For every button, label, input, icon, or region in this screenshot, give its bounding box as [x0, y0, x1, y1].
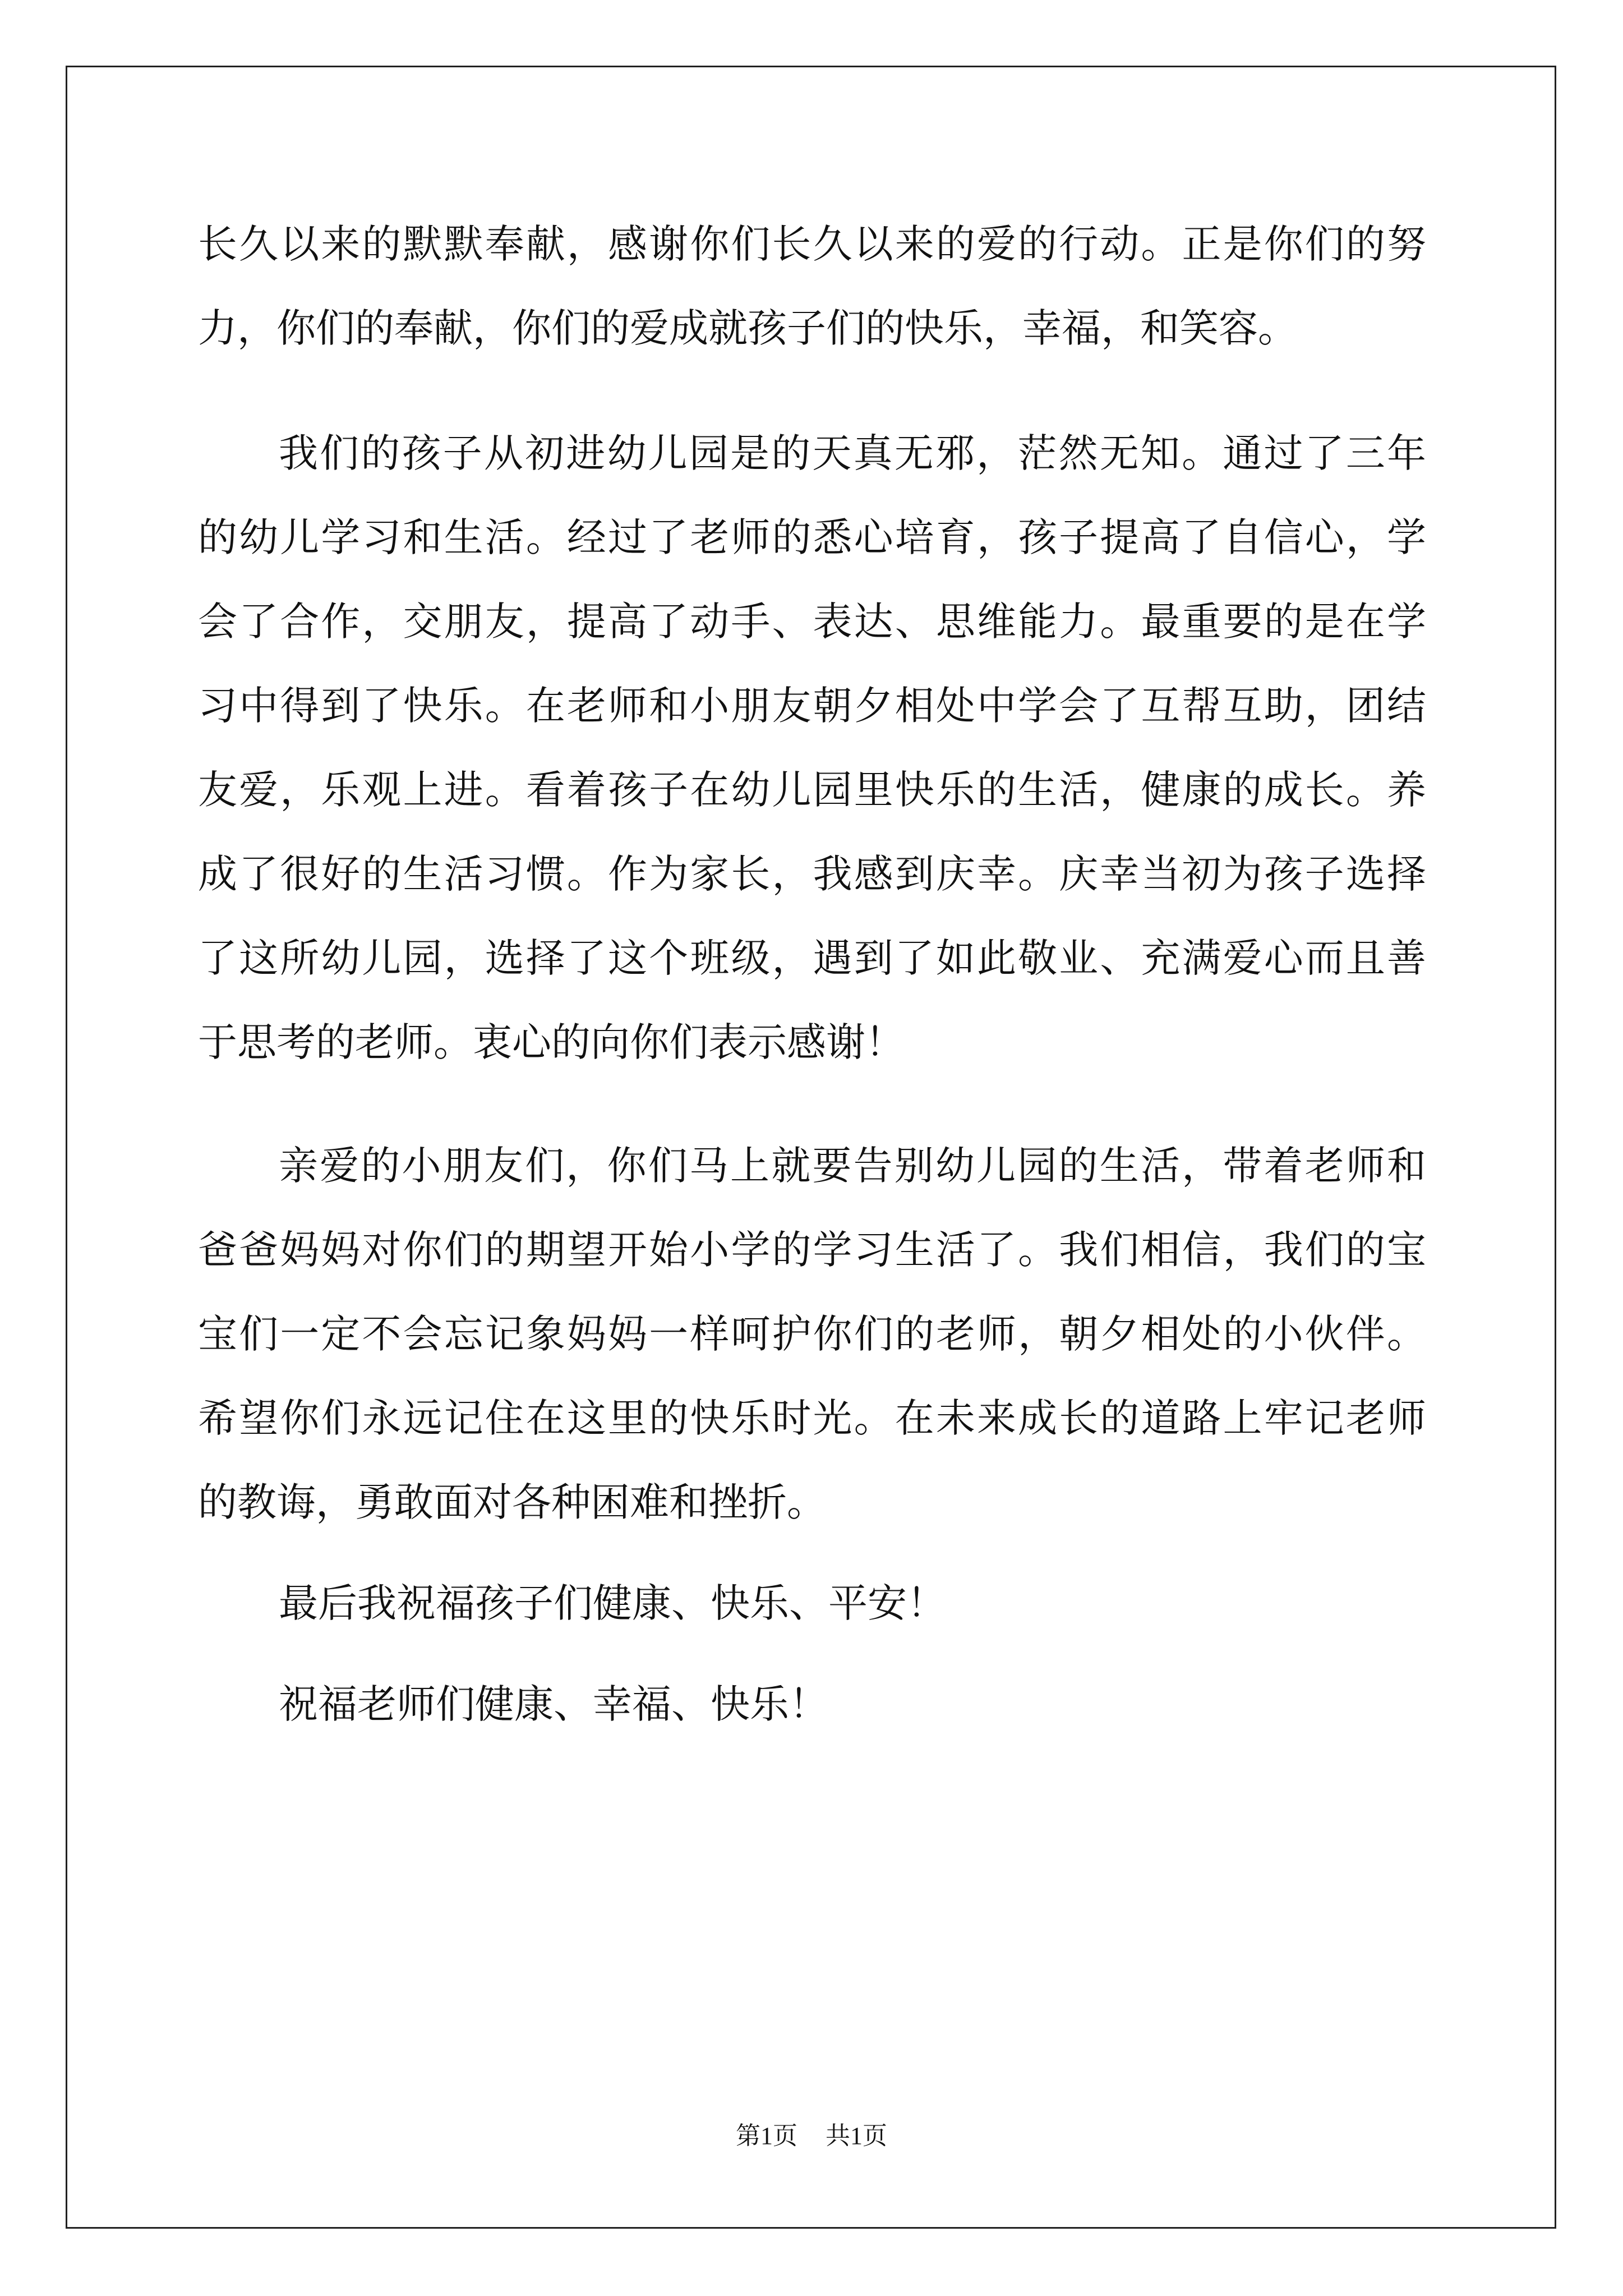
paragraph-4-line-1: 最后我祝福孩子们健康、快乐、平安！: [279, 1580, 946, 1626]
page-number: 第1页: [736, 2122, 797, 2150]
paragraph-3-line-2: 爸爸妈妈对你们的期望开始小学的学习生活了。我们相信，我们的宝: [198, 1227, 1426, 1273]
paragraph-3-line-4: 希望你们永远记住在这里的快乐时光。在未来成长的道路上牢记老师: [198, 1395, 1426, 1441]
paragraph-2-line-7: 了这所幼儿园，选择了这个班级，遇到了如此敬业、充满爱心而且善: [198, 935, 1426, 981]
paragraph-2-line-1: 我们的孩子从初进幼儿园是的天真无邪，茫然无知。通过了三年: [279, 430, 1426, 476]
paragraph-2-line-2: 的幼儿学习和生活。经过了老师的悉心培育，孩子提高了自信心，学: [198, 514, 1426, 560]
paragraph-3-line-3: 宝们一定不会忘记象妈妈一样呵护你们的老师，朝夕相处的小伙伴。: [198, 1311, 1426, 1357]
page-footer: [0, 2119, 1623, 2153]
paragraph-3-line-5: 的教诲，勇敢面对各种困难和挫折。: [198, 1479, 826, 1525]
page-total: 共1页: [826, 2122, 887, 2150]
paragraph-5-line-1: 祝福老师们健康、幸福、快乐！: [279, 1681, 828, 1727]
paragraph-3-line-1: 亲爱的小朋友们，你们马上就要告别幼儿园的生活，带着老师和: [279, 1143, 1426, 1189]
paragraph-1-line-1: 长久以来的默默奉献，感谢你们长久以来的爱的行动。正是你们的努: [198, 221, 1426, 267]
paragraph-2-line-6: 成了很好的生活习惯。作为家长，我感到庆幸。庆幸当初为孩子选择: [198, 851, 1426, 897]
paragraph-2-line-3: 会了合作，交朋友，提高了动手、表达、思维能力。最重要的是在学: [198, 599, 1426, 645]
paragraph-1-line-2: 力，你们的奉献，你们的爱成就孩子们的快乐，幸福，和笑容。: [198, 305, 1297, 351]
paragraph-2-line-4: 习中得到了快乐。在老师和小朋友朝夕相处中学会了互帮互助，团结: [198, 683, 1426, 729]
paragraph-2-line-5: 友爱，乐观上进。看着孩子在幼儿园里快乐的生活，健康的成长。养: [198, 767, 1426, 813]
paragraph-2-line-8: 于思考的老师。衷心的向你们表示感谢！: [198, 1019, 905, 1065]
